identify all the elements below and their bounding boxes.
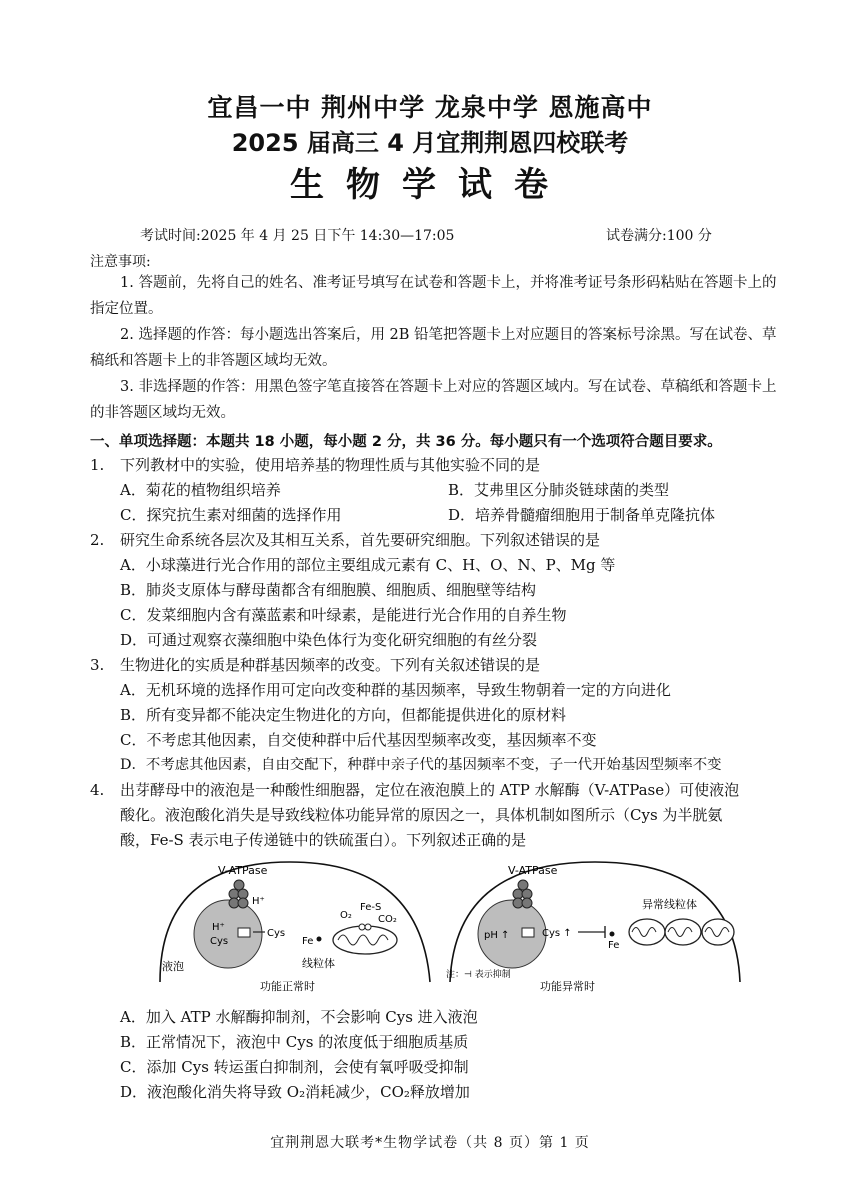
caption-abnormal: 功能异常时 (540, 980, 595, 993)
mitochondrion-icon (333, 924, 397, 954)
question-4 (90, 778, 780, 853)
q2-option-c[interactable]: C．发菜细胞内含有藻蓝素和叶绿素，是能进行光合作用的自养生物 (120, 606, 567, 624)
fe-label: Fe (608, 940, 620, 951)
abnormal-mitochondria-icon (629, 919, 734, 945)
note-item-2: 2. 选择题的作答：每小题选出答案后，用 2B 铅笔把答题卡上对应题目的答案标号涂黑。写在试卷、草稿纸和答题卡上的非答题区域均无效。 (90, 327, 777, 369)
full-score: 试卷满分:100 分 (606, 228, 712, 244)
q3-option-d[interactable]: D．不考虑其他因素，自由交配下，种群中亲子代的基因频率不变，子一代开始基因型频率不变 (120, 757, 722, 773)
abnormal-mito-label: 异常线粒体 (642, 898, 697, 911)
mechanism-figure (150, 852, 750, 1000)
notes-heading: 注意事项: (90, 254, 151, 270)
q4-option-b[interactable]: B．正常情况下，液泡中 Cys 的浓度低于细胞质基质 (120, 1033, 469, 1051)
subject-title: 生物学试卷 (290, 165, 570, 205)
question-stem: 研究生命系统各层次及其相互关系，首先要研究细胞。下列叙述错误的是 (120, 531, 601, 549)
exam-name: 2025 届高三 4 月宜荆荆恩四校联考 (231, 129, 629, 157)
vatpase-label: V-ATPase (508, 864, 558, 877)
fe-label: Fe (302, 936, 314, 947)
fe-dot-icon (317, 937, 322, 942)
question-stem: 下列教材中的实验，使用培养基的物理性质与其他实验不同的是 (120, 456, 541, 474)
q1-option-c[interactable]: C．探究抗生素对细菌的选择作用 (120, 506, 342, 524)
page-footer: 宜荆荆恩大联考*生物学试卷（共 8 页）第 1 页 (270, 1135, 590, 1151)
vacuole-left (194, 900, 262, 968)
q1-option-b[interactable]: B．艾弗里区分肺炎链球菌的类型 (448, 481, 670, 499)
q4-option-a[interactable]: A．加入 ATP 水解酶抑制剂，不会影响 Cys 进入液泡 (120, 1008, 478, 1026)
q4-option-c[interactable]: C．添加 Cys 转运蛋白抑制剂，会使有氧呼吸受抑制 (120, 1058, 469, 1076)
cys-transporter-icon (238, 928, 250, 937)
cys-label: Cys ↑ (542, 928, 572, 939)
question-number: 4. (90, 781, 105, 799)
mito-label: 线粒体 (302, 957, 335, 970)
fes-label: Fe-S (360, 902, 382, 913)
v-atpase-icon (513, 880, 532, 908)
q2-option-b[interactable]: B．肺炎支原体与酵母菌都含有细胞膜、细胞质、细胞壁等结构 (120, 581, 537, 599)
question-number: 2. (90, 531, 105, 549)
note-item-1: 1. 答题前，先将自己的姓名、准考证号填写在试卷和答题卡上，并将准考证号条形码粘贴在答题卡上的指定位置。 (90, 275, 777, 317)
vatpase-label: V-ATPase (218, 864, 268, 877)
o2-label: O₂ (340, 910, 352, 921)
question-stem: 生物进化的实质是种群基因频率的改变。下列有关叙述错误的是 (120, 656, 541, 674)
question-number: 3. (90, 656, 105, 674)
caption-normal: 功能正常时 (260, 980, 315, 993)
q2-option-d[interactable]: D．可通过观察衣藻细胞中染色体行为变化研究细胞的有丝分裂 (120, 631, 538, 649)
section-heading: 一、单项选择题：本题共 18 小题，每小题 2 分，共 36 分。每小题只有一个选项符合题目要求。 (90, 434, 722, 450)
panel-abnormal (446, 862, 740, 993)
fe-dot-icon (610, 932, 615, 937)
ph-label: pH ↑ (484, 930, 510, 941)
h-plus-in-label: H⁺ (212, 922, 225, 933)
school-names: 宜昌一中 荆州中学 龙泉中学 恩施高中 (207, 93, 653, 122)
cys-transporter-icon (522, 928, 534, 937)
co2-label: CO₂ (378, 914, 397, 925)
exam-time: 考试时间:2025 年 4 月 25 日下午 14:30—17:05 (140, 228, 455, 244)
v-atpase-icon (229, 880, 248, 908)
legend-label: 注：⊣ 表示抑制 (446, 970, 511, 980)
q3-option-b[interactable]: B．所有变异都不能决定生物进化的方向，但都能提供进化的原材料 (120, 706, 567, 724)
question-number: 1. (90, 456, 105, 474)
q1-option-a[interactable]: A．菊花的植物组织培养 (120, 481, 281, 499)
cys-in-label: Cys (210, 936, 229, 947)
panel-normal (160, 862, 430, 993)
note-item-3: 3. 非选择题的作答：用黑色签字笔直接答在答题卡上对应的答题区域内。写在试卷、草稿纸和答题卡上的非答题区域均无效。 (90, 379, 777, 421)
cys-out-label: Cys (267, 928, 286, 939)
q3-option-c[interactable]: C．不考虑其他因素，自交使种群中后代基因型频率改变，基因频率不变 (120, 731, 597, 749)
h-plus-out-label: H⁺ (252, 896, 265, 907)
question-stem-line-3: 酸，Fe-S 表示电子传递链中的铁硫蛋白）。下列叙述正确的是 (120, 831, 527, 849)
q3-option-a[interactable]: A．无机环境的选择作用可定向改变种群的基因频率，导致生物朝着一定的方向进化 (120, 681, 671, 699)
question-stem-line-1: 出芽酵母中的液泡是一种酸性细胞器，定位在液泡膜上的 ATP 水解酶（V-ATPase）可使液泡 (120, 781, 740, 799)
q1-option-d[interactable]: D．培养骨髓瘤细胞用于制备单克隆抗体 (448, 506, 716, 524)
q4-option-d[interactable]: D．液泡酸化消失将导致 O₂消耗减少，CO₂释放增加 (120, 1083, 470, 1101)
q2-option-a[interactable]: A．小球藻进行光合作用的部位主要组成元素有 C、H、O、N、P、Mg 等 (120, 556, 616, 574)
question-stem-line-2: 酸化。液泡酸化消失是导致线粒体功能异常的原因之一，具体机制如图所示（Cys 为半胱氨 (120, 806, 723, 824)
vacuole-label: 液泡 (162, 960, 184, 973)
